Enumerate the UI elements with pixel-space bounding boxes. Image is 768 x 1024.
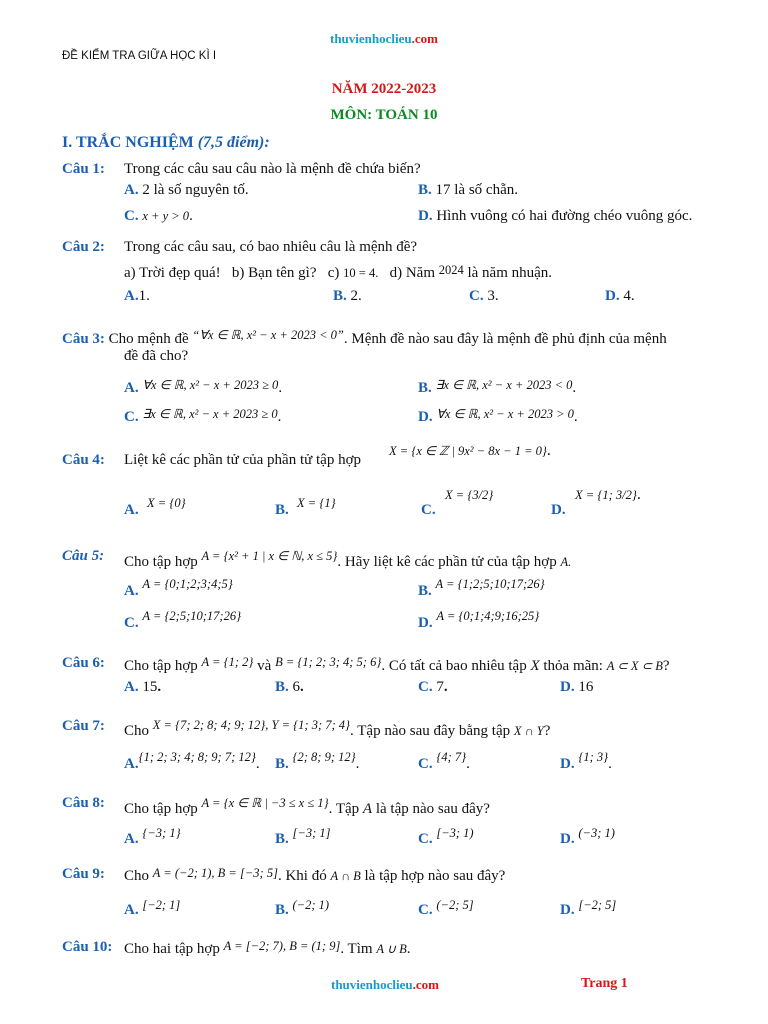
option-letter: A. [124, 380, 139, 396]
option-a[interactable]: A. 15. [124, 679, 162, 695]
site-name: thuvienhoclieu [331, 977, 413, 992]
option-letter: D. [560, 679, 575, 695]
question-label: Câu 9: [62, 866, 105, 882]
option-math: X = {0} [147, 496, 186, 510]
site-name: thuvienhoclieu [330, 31, 412, 46]
question-items [124, 263, 552, 282]
set-a: A = {1; 2} [201, 655, 254, 669]
option-b[interactable]: B. 6. [275, 679, 304, 695]
question-text: Liệt kê các phần tử của phần tử tập hợp [124, 452, 362, 468]
option-d[interactable] [418, 208, 692, 225]
option-c[interactable] [421, 502, 436, 519]
option-a[interactable]: A.$^{\{1; 2; 3; 4; 8; 9; 7; 12\}}$. [124, 750, 260, 772]
question-text [124, 939, 411, 958]
question-label: Câu 5: [62, 548, 105, 564]
option-text: Hình vuông có hai đường chéo vuông góc. [436, 208, 693, 224]
option-math: [−2; 5] [578, 898, 617, 912]
question-7 [62, 718, 105, 735]
option-math: (−2; 5] [436, 898, 474, 912]
option-math: [−3; 1] [292, 826, 331, 840]
items-text: a) Trời đẹp quá! b) Bạn tên gì? c) [124, 265, 344, 281]
option-math: X = {1; 3/2} [575, 488, 637, 502]
question-math: A ⊂ X ⊂ B [606, 659, 663, 673]
option-b[interactable] [275, 898, 329, 919]
question-text-part: là tập hợp nào sau đây? [364, 868, 506, 884]
option-letter: B. [418, 583, 432, 599]
question-text: Trong các câu sau câu nào là mệnh đề chứa biến? [124, 161, 421, 177]
option-a[interactable]: A.1. [124, 288, 150, 304]
option-d[interactable] [418, 609, 539, 632]
exam-subject: MÔN: TOÁN 10 [330, 107, 438, 123]
question-math: A = {x² + 1 | x ∈ ℕ, x ≤ 5} [201, 549, 338, 563]
question-text: . Mệnh đề nào sau đây là mệnh đề phủ định của mệnh [343, 331, 667, 347]
option-math: ∀x ∈ ℝ, x² − x + 2023 > 0 [436, 407, 574, 421]
exam-title: ĐỀ KIỂM TRA GIỮA HỌC KÌ I [62, 50, 217, 62]
option-c[interactable]: C. $^{\{4; 7\}}$. [418, 750, 470, 772]
option-a-math [147, 494, 186, 512]
option-letter: C. [124, 208, 139, 224]
option-letter: C. [418, 831, 433, 847]
question-op: A ∪ B [376, 942, 407, 956]
question-text-part: . Hãy liệt kê các phần tử của tập hợp [337, 554, 557, 570]
option-math: x + y > 0 [142, 209, 190, 223]
option-c[interactable] [124, 609, 241, 632]
question-text-part: . Tập nào sau đây bằng tập [350, 723, 511, 739]
option-b[interactable]: B. 2. [333, 288, 362, 304]
option-letter: B. [418, 380, 432, 396]
question-var: X [530, 658, 540, 674]
option-b[interactable]: B. $^{\{2; 8; 9; 12\}}$. [275, 750, 360, 772]
option-text: 1 [138, 288, 147, 304]
items-year: 2024 [438, 263, 464, 277]
option-letter: B. [333, 288, 347, 304]
page-number: Trang 1 [581, 976, 628, 991]
question-math: A = (−2; 1), B = [−3; 5] [152, 866, 278, 880]
option-letter: D. [560, 902, 575, 918]
option-a[interactable] [124, 182, 249, 199]
option-math: A = {0;1;4;9;16;25} [436, 609, 540, 623]
question-text: Trong các câu sau, có bao nhiêu câu là mệnh đề? [124, 239, 418, 255]
option-b[interactable] [275, 502, 289, 519]
option-math: X = {1} [297, 496, 336, 510]
question-10 [62, 939, 112, 956]
option-text: 3 [487, 288, 495, 304]
question-text-cont: đề đã cho? [124, 348, 189, 364]
site-ext: .com [411, 31, 438, 46]
question-text-part: Cho [124, 868, 150, 884]
question-math: X ∩ Y [513, 724, 544, 738]
option-a[interactable] [124, 577, 233, 600]
question-label: Câu 10: [62, 939, 113, 955]
option-a[interactable]: A. $^{\forall x \in ℝ, x^2 - x + 2023 \ge 0}$. [124, 378, 283, 396]
question-text-part: Cho tập hợp [124, 801, 198, 817]
option-letter: A. [124, 756, 139, 772]
option-letter: C. [469, 288, 484, 304]
option-a[interactable] [124, 502, 139, 519]
items-text: là năm nhuận. [463, 265, 553, 281]
option-letter: D. [551, 502, 566, 518]
question-text-part: thỏa mãn: [543, 658, 603, 674]
option-letter: A. [124, 182, 139, 198]
question-6 [62, 655, 105, 672]
section-title [62, 134, 270, 152]
question-text [124, 718, 550, 740]
question-math: X = {x ∈ ℤ | 9x² − 8x − 1 = 0}. [389, 442, 551, 459]
option-math: A = {0;1;2;3;4;5} [142, 577, 233, 591]
option-letter: B. [275, 902, 289, 918]
option-b[interactable] [418, 182, 518, 199]
option-math: ∃x ∈ ℝ, x² − x + 2023 ≥ 0 [142, 407, 278, 421]
option-d-math: X = {1; 3/2}. [575, 486, 641, 503]
question-8 [62, 795, 105, 812]
question-4 [62, 452, 105, 469]
option-letter: B. [418, 182, 432, 198]
set-y: , Y = {1; 3; 7; 4} [265, 718, 351, 732]
option-text: 2 là số nguyên tố. [142, 182, 249, 198]
question-text [124, 548, 571, 571]
option-d[interactable]: D. $^{\forall x \in ℝ, x^2 - x + 2023 > 0}$. [418, 407, 578, 425]
option-text: 7 [436, 679, 444, 695]
option-d[interactable] [551, 502, 566, 519]
option-math: {−3; 1} [142, 826, 181, 840]
question-label: Câu 2: [62, 239, 105, 255]
option-math: (−2; 1) [292, 898, 330, 912]
question-text: Cho mệnh đề [108, 331, 189, 347]
option-c[interactable]: C. x + y > 0. [124, 208, 193, 224]
option-math: A = {2;5;10;17;26} [142, 609, 242, 623]
question-text-part: Cho hai tập hợp [124, 941, 220, 957]
option-letter: D. [560, 831, 575, 847]
set-notation: X = {x ∈ ℤ | 9x² − 8x − 1 = 0} [389, 444, 547, 458]
option-letter: C. [418, 756, 433, 772]
option-c[interactable]: C. 3. [469, 288, 499, 304]
set-b: B = {1; 2; 3; 4; 5; 6} [275, 655, 382, 669]
question-text [124, 655, 670, 675]
option-b[interactable]: B. $^{\exists x \in ℝ, x^2 - x + 2023 < 0}$. [418, 378, 577, 396]
option-math: ∀x ∈ ℝ, x² − x + 2023 ≥ 0 [142, 378, 279, 392]
option-letter: D. [560, 756, 575, 772]
option-letter: C. [418, 902, 433, 918]
option-text: 2 [350, 288, 359, 304]
question-text-part: . [406, 941, 411, 957]
option-math: {1; 2; 3; 4; 8; 9; 7; 12} [138, 750, 256, 764]
option-d[interactable]: D. 4. [605, 288, 635, 304]
set-x: X = {7; 2; 8; 4; 9; 12} [152, 718, 266, 732]
option-letter: D. [418, 208, 433, 224]
option-letter: C. [421, 502, 436, 518]
question-label: Câu 8: [62, 795, 105, 811]
option-c[interactable]: C. 7. [418, 679, 448, 695]
question-var: A [362, 801, 373, 817]
option-letter: D. [605, 288, 620, 304]
question-3 [62, 327, 742, 348]
option-letter: B. [275, 502, 289, 518]
question-9 [62, 866, 105, 883]
question-text-part: Cho tập hợp [124, 554, 198, 570]
section-name: I. TRẮC NGHIỆM [62, 134, 198, 151]
site-footer [331, 977, 439, 993]
option-d[interactable] [560, 826, 615, 848]
option-text: 17 là số chẵn. [435, 182, 518, 198]
question-math: “∀x ∈ ℝ, x² − x + 2023 < 0” [192, 328, 344, 342]
option-letter: D. [418, 409, 433, 425]
option-math: {2; 8; 9; 12} [292, 750, 356, 764]
option-letter: B. [275, 756, 289, 772]
question-text-part: . Tìm [340, 941, 373, 957]
question-text-part: là tập nào sau đây? [375, 801, 490, 817]
question-label: Câu 4: [62, 452, 105, 468]
site-header [0, 31, 768, 47]
question-label: Câu 7: [62, 718, 105, 734]
question-var: A. [560, 555, 572, 569]
question-text-part: ? [543, 723, 551, 739]
items-math: 10 = 4. [343, 266, 379, 280]
question-2 [62, 239, 105, 256]
option-math: A = {1;2;5;10;17;26} [435, 577, 545, 591]
option-letter: A. [124, 679, 139, 695]
option-d[interactable] [560, 898, 616, 919]
exam-year: NĂM 2022-2023 [331, 81, 437, 97]
option-letter: C. [124, 615, 139, 631]
question-text-part: . Tập [328, 801, 360, 817]
option-text: 6 [292, 679, 301, 695]
option-letter: B. [275, 679, 289, 695]
question-text-part: ? [662, 658, 670, 674]
option-text: 4 [623, 288, 631, 304]
option-math: (−3; 1) [578, 826, 615, 840]
option-d[interactable] [560, 679, 593, 696]
option-c[interactable]: C. $^{\exists x \in ℝ, x^2 - x + 2023 \ge 0}$. [124, 407, 282, 425]
option-letter: B. [275, 831, 289, 847]
option-b[interactable] [275, 826, 330, 848]
question-label: Câu 1: [62, 161, 105, 177]
question-text [124, 795, 490, 818]
question-text [124, 866, 505, 885]
option-letter: A. [124, 583, 139, 599]
option-math: {1; 3} [578, 750, 609, 764]
option-letter: C. [124, 409, 139, 425]
question-text-part: và [257, 658, 272, 674]
question-text-part: . Khi đó [277, 868, 327, 884]
option-letter: A. [124, 831, 139, 847]
option-c[interactable] [418, 826, 474, 848]
option-a[interactable] [124, 898, 180, 919]
site-ext: .com [412, 977, 439, 992]
option-c[interactable] [418, 898, 474, 919]
question-math: A = [−2; 7), B = (1; 9] [223, 939, 341, 953]
option-letter: C. [418, 679, 433, 695]
option-text: 16 [578, 679, 594, 695]
option-letter: D. [418, 615, 433, 631]
option-d[interactable]: D. $^{\{1; 3\}}$. [560, 750, 612, 772]
option-math: X = {3/2} [445, 488, 494, 502]
items-text: d) Năm [378, 265, 439, 281]
question-1 [62, 161, 105, 178]
option-c-math [445, 486, 493, 504]
option-letter: A. [124, 902, 139, 918]
option-math: [−2; 1] [142, 898, 181, 912]
option-b[interactable] [418, 577, 545, 600]
option-b-math [297, 494, 336, 512]
option-letter: A. [124, 288, 139, 304]
question-label: Câu 6: [62, 655, 105, 671]
question-text-part: . Có tất cả bao nhiêu tập [381, 658, 527, 674]
question-math: A = {x ∈ ℝ | −3 ≤ x ≤ 1} [201, 796, 329, 810]
question-5 [62, 548, 104, 565]
question-op: A ∩ B [330, 869, 361, 883]
option-math: ∃x ∈ ℝ, x² − x + 2023 < 0 [435, 378, 573, 392]
option-text: 15 [142, 679, 158, 695]
option-letter: A. [124, 502, 139, 518]
question-label: Câu 3: [62, 331, 105, 347]
section-points: (7,5 điểm): [197, 134, 270, 151]
question-text-part: Cho [124, 723, 150, 739]
option-math: {4; 7} [436, 750, 467, 764]
question-text-part: Cho tập hợp [124, 658, 198, 674]
option-a[interactable] [124, 826, 181, 848]
option-math: [−3; 1) [436, 826, 474, 840]
